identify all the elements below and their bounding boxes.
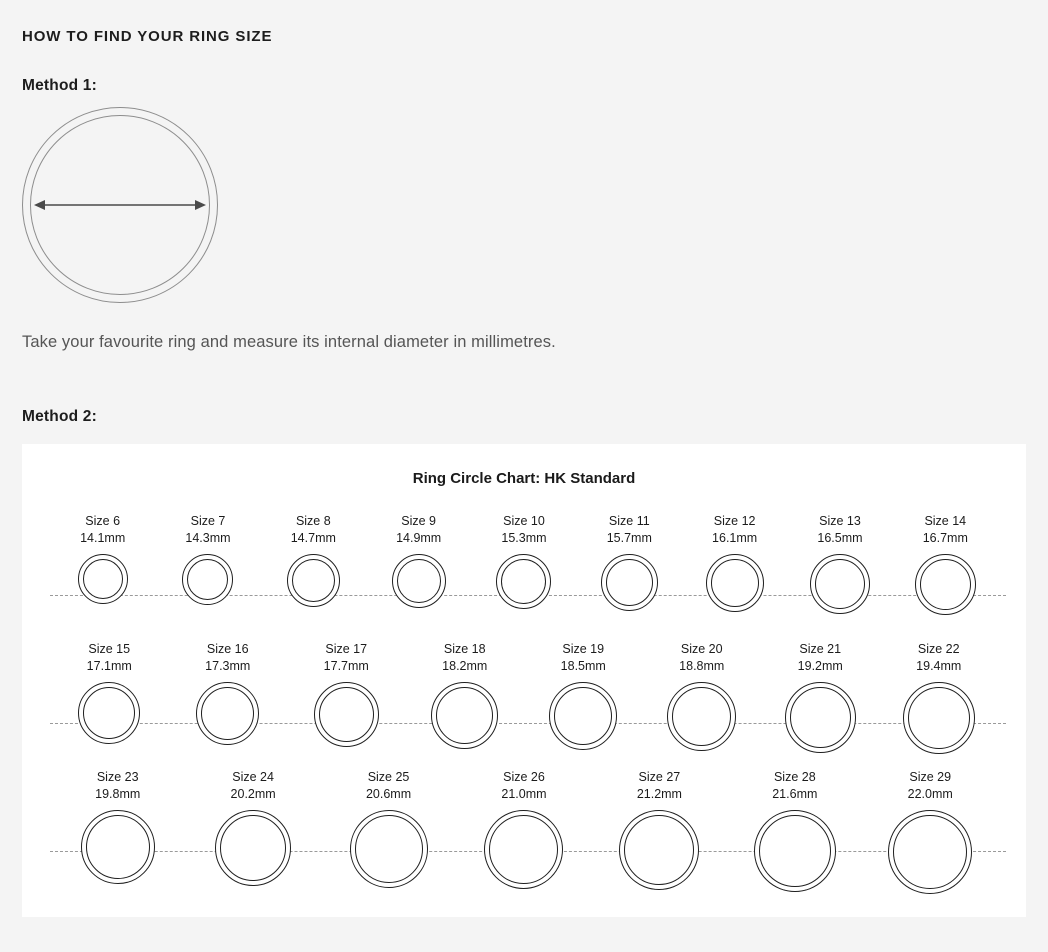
ring-circle xyxy=(915,554,976,615)
chart-title: Ring Circle Chart: HK Standard xyxy=(412,470,636,487)
ring-size-item[interactable] xyxy=(334,769,444,888)
ring-size-label: Size 22 xyxy=(917,642,960,656)
ring-circle xyxy=(667,682,736,751)
ring-circle xyxy=(182,554,233,605)
ring-diameter-label: 21.0mm xyxy=(501,787,547,801)
ring-diameter-label: 14.9mm xyxy=(396,531,442,545)
ring-circle xyxy=(484,810,563,889)
ring-circle xyxy=(392,554,446,608)
ring-circle xyxy=(215,810,291,886)
ring-circle xyxy=(785,682,856,753)
ring-circle xyxy=(549,682,617,750)
ring-size-label: Size 20 xyxy=(680,642,723,656)
diameter-arrow-icon xyxy=(34,197,206,213)
ring-circle xyxy=(619,810,699,890)
ring-size-item[interactable] xyxy=(765,641,875,753)
ring-circle xyxy=(754,810,836,892)
ring-size-label: Size 15 xyxy=(88,642,131,656)
ring-circle xyxy=(81,810,155,884)
ring-circle xyxy=(431,682,498,749)
ring-diameter-label: 14.3mm xyxy=(185,531,231,545)
ring-circle xyxy=(706,554,764,612)
ring-size-label: Size 6 xyxy=(85,514,121,528)
row-items xyxy=(22,513,1026,615)
ring-size-label: Size 29 xyxy=(909,770,952,784)
method-1-heading: Method 1: xyxy=(22,77,97,94)
ring-size-item[interactable] xyxy=(366,513,471,608)
ring-diameter-diagram xyxy=(22,107,222,307)
ring-size-item[interactable] xyxy=(291,641,401,747)
ring-size-item[interactable] xyxy=(884,641,994,754)
ring-chart-row xyxy=(22,769,1026,887)
ring-size-label: Size 23 xyxy=(96,770,139,784)
ring-size-item[interactable] xyxy=(54,641,164,744)
ring-diameter-label: 16.1mm xyxy=(712,531,758,545)
ring-circle-chart-card xyxy=(22,444,1026,917)
ring-circle xyxy=(601,554,658,611)
ring-diameter-label: 20.2mm xyxy=(230,787,276,801)
ring-size-label: Size 26 xyxy=(503,770,545,784)
ring-diameter-label: 14.1mm xyxy=(80,531,126,545)
ring-circle xyxy=(496,554,551,609)
ring-size-item[interactable] xyxy=(469,769,579,889)
ring-circle xyxy=(888,810,972,894)
ring-diameter-label: 19.2mm xyxy=(797,659,843,673)
row-items xyxy=(22,641,1026,754)
section-spacer xyxy=(22,352,1048,408)
ring-diameter-label: 16.7mm xyxy=(922,531,968,545)
ring-size-item[interactable] xyxy=(875,769,985,894)
ring-diameter-label: 15.7mm xyxy=(606,531,652,545)
method-1-caption: Take your favourite ring and measure its internal diameter in millimetres. xyxy=(22,333,556,351)
ring-chart-row xyxy=(22,513,1026,631)
ring-chart-row xyxy=(22,641,1026,759)
ring-diameter-label: 14.7mm xyxy=(290,531,336,545)
ring-diameter-label: 17.3mm xyxy=(205,659,251,673)
ring-size-item[interactable] xyxy=(155,513,260,605)
ring-size-item[interactable] xyxy=(604,769,714,890)
ring-size-label: Size 24 xyxy=(232,770,274,784)
ring-diameter-label: 16.5mm xyxy=(817,531,863,545)
page-title: HOW TO FIND YOUR RING SIZE xyxy=(22,28,273,45)
ring-size-item[interactable] xyxy=(471,513,576,609)
ring-circle xyxy=(903,682,975,754)
ring-diameter-label: 21.2mm xyxy=(636,787,682,801)
ring-size-item[interactable] xyxy=(682,513,787,612)
ring-circle xyxy=(314,682,379,747)
ring-size-label: Size 18 xyxy=(443,642,486,656)
ring-size-item[interactable] xyxy=(893,513,998,615)
ring-diameter-label: 18.5mm xyxy=(560,659,606,673)
ring-diameter-label: 19.8mm xyxy=(95,787,141,801)
ring-diameter-label: 17.7mm xyxy=(323,659,369,673)
ring-size-label: Size 14 xyxy=(924,514,967,528)
ring-diameter-label: 22.0mm xyxy=(907,787,953,801)
ring-size-item[interactable] xyxy=(577,513,682,611)
ring-diameter-label: 15.3mm xyxy=(501,531,547,545)
ring-size-label: Size 25 xyxy=(367,770,410,784)
ring-circle xyxy=(287,554,340,607)
ring-size-item[interactable] xyxy=(410,641,520,749)
ring-size-label: Size 11 xyxy=(608,514,650,528)
ring-chart-rows xyxy=(22,513,1026,887)
ring-size-label: Size 16 xyxy=(206,642,249,656)
ring-size-label: Size 9 xyxy=(401,514,437,528)
ring-size-label: Size 8 xyxy=(295,514,331,528)
ring-size-item[interactable] xyxy=(50,513,155,604)
ring-diameter-label: 19.4mm xyxy=(916,659,962,673)
ring-diameter-label: 18.2mm xyxy=(442,659,488,673)
ring-size-label: Size 27 xyxy=(638,770,681,784)
ring-size-label: Size 13 xyxy=(819,514,861,528)
ring-diameter-label: 21.6mm xyxy=(772,787,818,801)
row-items xyxy=(22,769,1026,894)
ring-size-label: Size 12 xyxy=(713,514,756,528)
ring-circle xyxy=(78,682,140,744)
ring-size-label: Size 17 xyxy=(325,642,368,656)
ring-diameter-label: 20.6mm xyxy=(365,787,412,801)
ring-size-label: Size 21 xyxy=(799,642,842,656)
ring-size-label: Size 28 xyxy=(773,770,816,784)
ring-circle xyxy=(196,682,259,745)
ring-size-item[interactable] xyxy=(647,641,757,751)
ring-circle xyxy=(810,554,870,614)
ring-size-item[interactable] xyxy=(63,769,173,884)
ring-diameter-label: 17.1mm xyxy=(86,659,132,673)
ring-size-label: Size 19 xyxy=(562,642,605,656)
ring-size-item[interactable] xyxy=(173,641,283,745)
ring-circle xyxy=(350,810,428,888)
method-2-heading: Method 2: xyxy=(22,408,97,425)
ring-size-label: Size 7 xyxy=(190,514,226,528)
ring-size-item[interactable] xyxy=(740,769,850,892)
ring-size-item[interactable] xyxy=(198,769,308,886)
ring-size-item[interactable] xyxy=(528,641,638,750)
ring-diameter-label: 18.8mm xyxy=(679,659,725,673)
ring-size-label: Size 10 xyxy=(503,514,545,528)
ring-circle xyxy=(78,554,128,604)
ring-size-item[interactable] xyxy=(261,513,366,607)
ring-size-item[interactable] xyxy=(787,513,892,614)
